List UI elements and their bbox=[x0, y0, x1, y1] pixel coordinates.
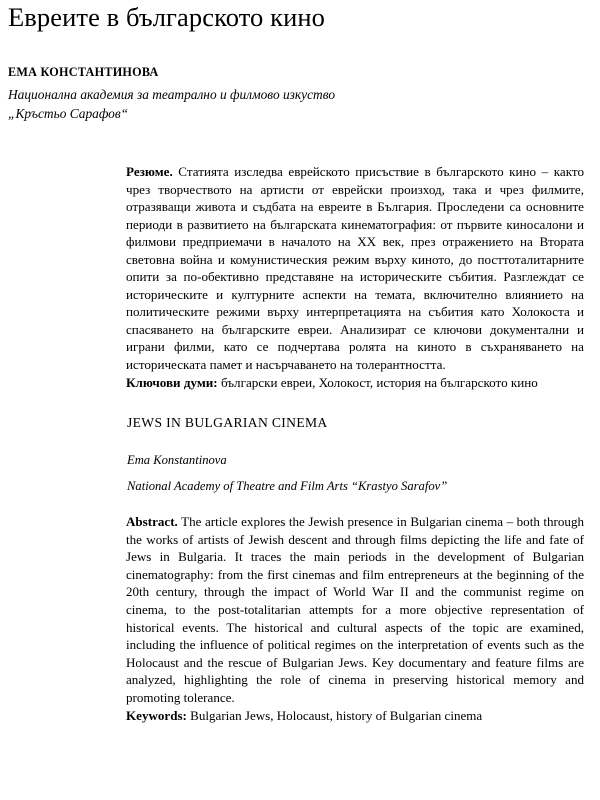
abstract-english-body: The article explores the Jewish presence in Bulgarian cinema – both through the works of artists of Jewish descent and through films depicting the life and fate of Jews in Bulgaria. It traces the main periods in the development of Bulgarian cinematography: from the first cinemas and film entrepreneurs at the beginning of the 20th century, through the impact of World War II and the communist regime on cinema, to the post-totalitarian attempts for a more objective representation of historical events. The historical and cultural aspects of the topic are examined, including the influence of political regimes on the interpretation of events such as the Holocaust and the rescue of Bulgarian Jews. Key documentary and feature films are analyzed, highlighting the role of cinema in preserving historical memory and promoting tolerance. bbox=[126, 514, 584, 706]
keywords-bulgarian-label: Ключови думи: bbox=[126, 374, 218, 390]
abstract-bulgarian bbox=[126, 163, 584, 374]
english-author-name: Ema Konstantinova bbox=[127, 453, 227, 468]
abstract-bulgarian-body: Статията изследва еврейското присъствие в българското кино – както чрез творчеството на артисти от еврейски произход, така и чрез филмите, отразяващи живота и съдбата на евреите в България. Проследени са основните периоди в развитието на българската кинематография: от първите киносалони и филмови предприемачи в началото на XX век, през отражението на Втората световна война и комунистическия режим върху киното, до посттоталитарните опити за по-обективно представяне на историческите събития. Разглеждат се историческите и културните аспекти на темата, включително влиянието на политическите режими върху интерпретацията на събития като Холокоста и спасяването на българските евреи. Анализират се ключови документални и играни филми, като се подчертава ролята на киното в съхраняването на историческата памет и насърчаването на толерантността. bbox=[126, 164, 584, 373]
keywords-english-label: Keywords: bbox=[126, 707, 187, 723]
abstract-bulgarian-label: Резюме. bbox=[126, 164, 173, 179]
author-affiliation bbox=[8, 85, 592, 123]
keywords-english-body: Bulgarian Jews, Holocaust, history of Bulgarian cinema bbox=[186, 707, 483, 723]
author-block bbox=[8, 64, 592, 123]
affiliation-line-2: „Кръстьо Сарафов“ bbox=[8, 106, 129, 121]
english-author-affiliation: National Academy of Theatre and Film Arts “Krastyo Sarafov” bbox=[127, 479, 448, 494]
abstract-english bbox=[126, 513, 584, 707]
title-block bbox=[8, 1, 592, 33]
keywords-english bbox=[126, 707, 584, 725]
affiliation-line-1: Национална академия за театрално и филмово изкуство bbox=[8, 87, 336, 102]
english-abstract-block bbox=[126, 513, 584, 724]
author-name: ЕМА КОНСТАНТИНОВА bbox=[8, 65, 159, 79]
abstract-english-label: Abstract. bbox=[126, 514, 178, 530]
page-title: Евреите в българското кино bbox=[8, 2, 326, 32]
keywords-bulgarian bbox=[126, 374, 584, 392]
keywords-bulgarian-body: български евреи, Холокост, история на българското кино bbox=[217, 374, 538, 390]
abstract-column bbox=[126, 163, 584, 724]
english-section-heading: JEWS IN BULGARIAN CINEMA bbox=[127, 415, 328, 431]
